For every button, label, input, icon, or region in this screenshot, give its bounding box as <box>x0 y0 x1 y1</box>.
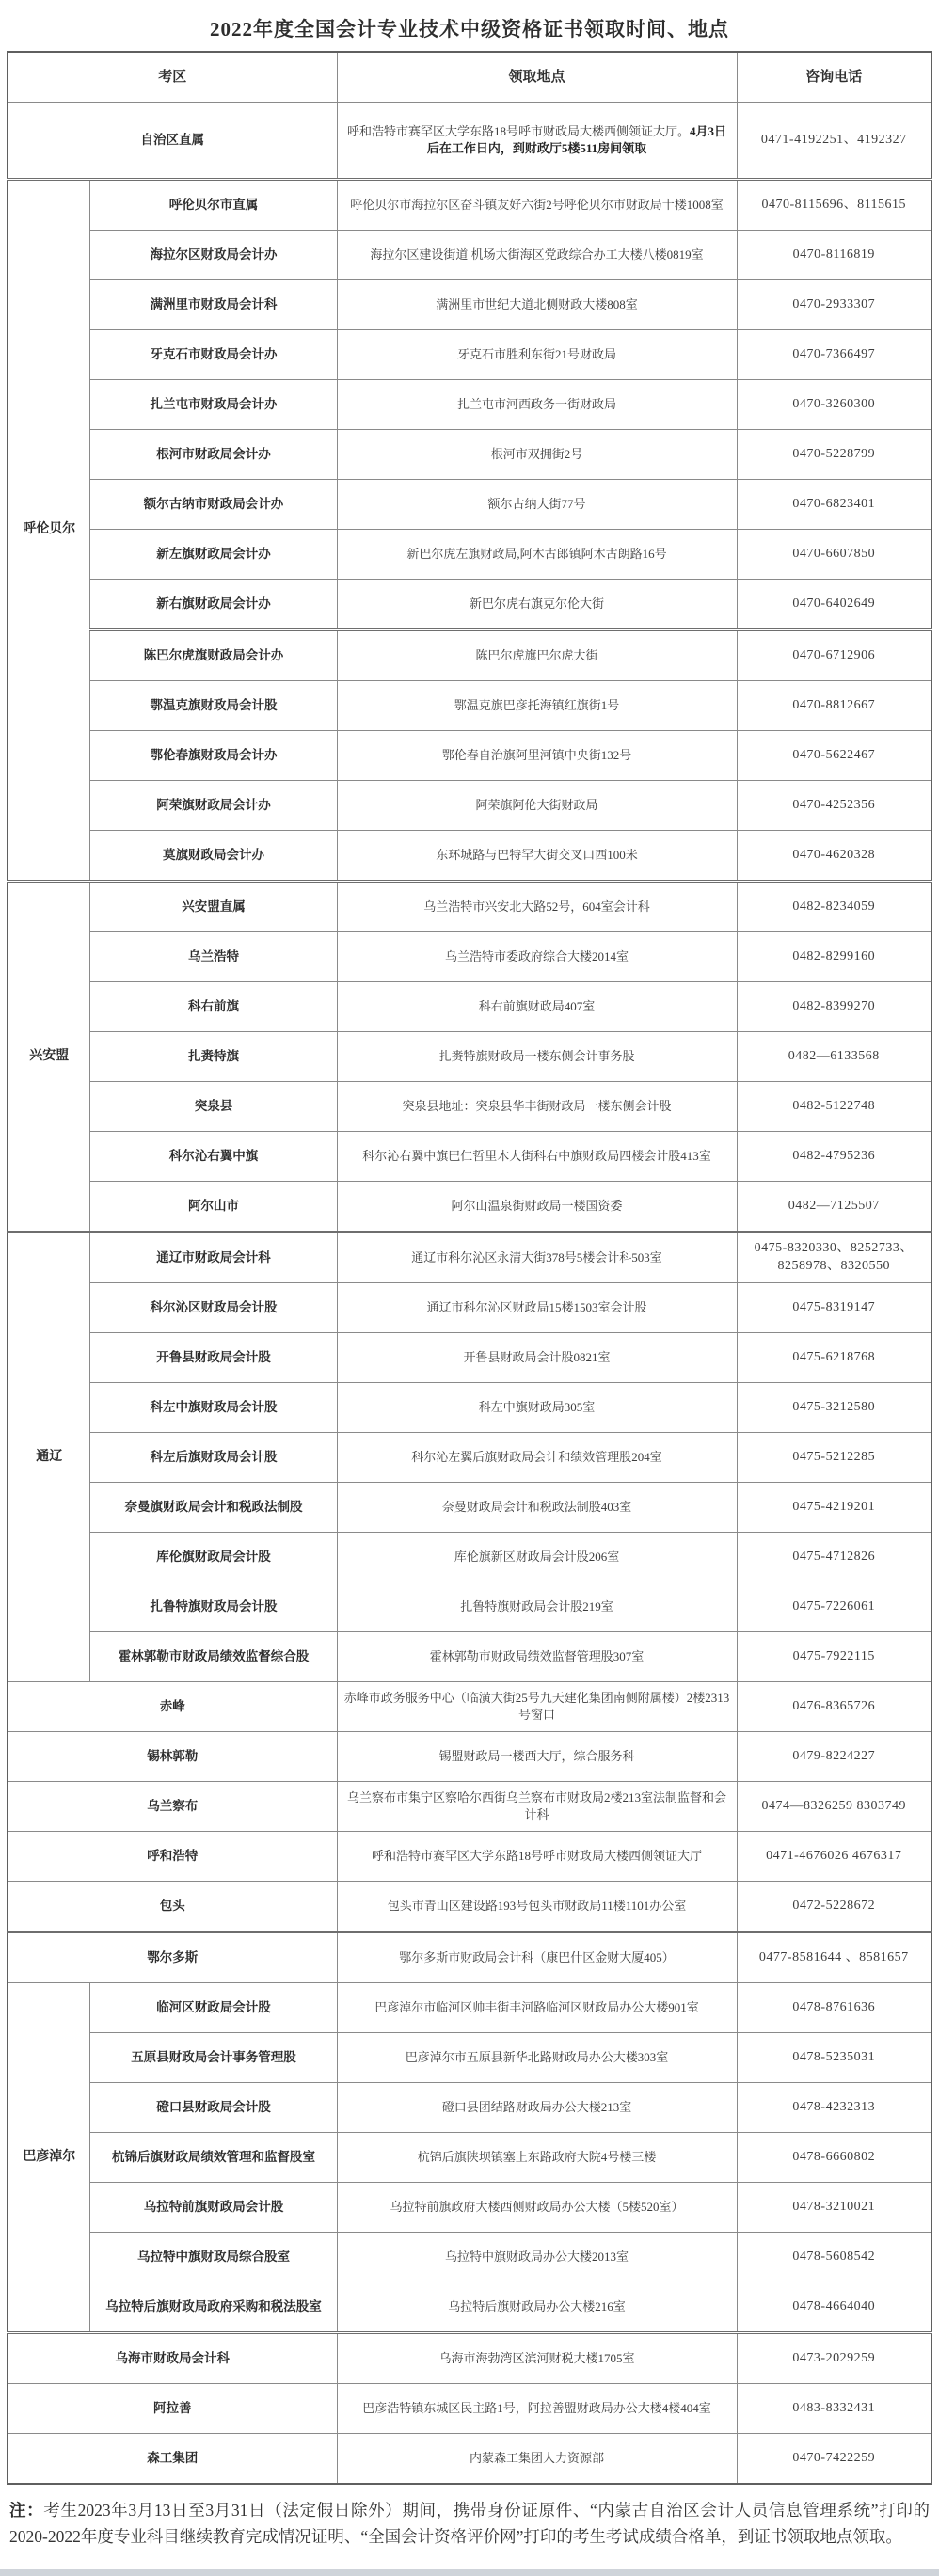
phone-number-cell: 0470-6402649 <box>737 580 931 630</box>
phone-number-cell: 0475-4219201 <box>737 1483 931 1533</box>
pickup-address-cell <box>337 1632 737 1682</box>
phone-number-cell: 0482-8299160 <box>737 932 931 982</box>
phone-number-cell: 0470-6712906 <box>737 630 931 681</box>
pickup-address-cell <box>337 2033 737 2083</box>
phone-number-cell: 0471-4676026 4676317 <box>737 1832 931 1882</box>
phone-number-cell: 0476-8365726 <box>737 1682 931 1732</box>
phone-number-cell: 0475-4712826 <box>737 1533 931 1582</box>
table-row <box>8 1182 931 1232</box>
pickup-address-cell <box>337 1232 737 1283</box>
exam-area-cell: 科左中旗财政局会计股 <box>90 1383 337 1433</box>
phone-number-cell: 0482-8399270 <box>737 982 931 1032</box>
phone-number-cell: 0470-7366497 <box>737 330 931 380</box>
phone-number-cell: 0482—7125507 <box>737 1182 931 1232</box>
exam-area-cell: 海拉尔区财政局会计办 <box>90 231 337 280</box>
pickup-address-text: 阿荣旗阿伦大街财政局 <box>475 798 598 813</box>
table-row <box>8 1682 931 1732</box>
phone-number-cell: 0475-7226061 <box>737 1582 931 1632</box>
exam-area-cell: 乌拉特中旗财政局综合股室 <box>90 2233 337 2282</box>
pickup-address-text: 科右前旗财政局407室 <box>478 999 596 1014</box>
pickup-address-cell <box>337 1582 737 1632</box>
phone-number-cell: 0475-5212285 <box>737 1433 931 1483</box>
pickup-address-text: 内蒙森工集团人力资源部 <box>469 2451 604 2466</box>
pickup-address-text: 磴口县团结路财政局办公大楼213室 <box>441 2100 632 2115</box>
pickup-address-text: 乌兰浩特市委政府综合大楼2014室 <box>444 949 629 964</box>
pickup-address-text: 东环城路与巴特罕大街交叉口西100米 <box>436 848 638 863</box>
phone-number-cell: 0470-5622467 <box>737 731 931 781</box>
exam-area-cell: 莫旗财政局会计办 <box>90 831 337 882</box>
exam-area-cell: 杭锦后旗财政局绩效管理和监督股室 <box>90 2133 337 2183</box>
pickup-address-cell <box>337 1283 737 1333</box>
pickup-address-bold-text: 4月3日后在工作日内，到财政厅5楼511房间领取 <box>426 124 727 155</box>
exam-area-cell: 阿尔山市 <box>90 1182 337 1232</box>
pickup-address-cell <box>337 1132 737 1182</box>
table-row <box>8 380 931 430</box>
exam-area-cell: 扎鲁特旗财政局会计股 <box>90 1582 337 1632</box>
exam-area-cell: 库伦旗财政局会计股 <box>90 1533 337 1582</box>
pickup-address-cell <box>337 2333 737 2384</box>
table-row <box>8 781 931 831</box>
table-row <box>8 480 931 530</box>
phone-number-cell: 0482-8234059 <box>737 882 931 932</box>
exam-area-cell: 陈巴尔虎旗财政局会计办 <box>90 630 337 681</box>
exam-area-cell: 乌兰察布 <box>8 1782 337 1832</box>
exam-area-cell: 牙克石市财政局会计办 <box>90 330 337 380</box>
certificate-table-body <box>8 103 931 2485</box>
phone-number-cell: 0482-5122748 <box>737 1082 931 1132</box>
phone-number-cell: 0478-4664040 <box>737 2282 931 2333</box>
pickup-address-cell <box>337 1983 737 2033</box>
phone-number-cell: 0470-4620328 <box>737 831 931 882</box>
pickup-address-text: 鄂尔多斯市财政局会计科（康巴什区金财大厦405） <box>399 1950 675 1965</box>
exam-area-group-cell: 兴安盟 <box>8 882 90 1232</box>
footer-note <box>9 2497 930 2551</box>
table-row <box>8 1132 931 1182</box>
table-row <box>8 1732 931 1782</box>
phone-number-cell: 0475-7922115 <box>737 1632 931 1682</box>
pickup-address-text: 通辽市科尔沁区财政局15楼1503室会计股 <box>426 1300 647 1315</box>
table-row <box>8 2333 931 2384</box>
exam-area-cell: 开鲁县财政局会计股 <box>90 1333 337 1383</box>
pickup-address-text: 巴彦淖尔市临河区帅丰街丰河路临河区财政局办公大楼901室 <box>374 2000 699 2015</box>
pickup-address-cell <box>337 530 737 580</box>
pickup-address-text: 锡盟财政局一楼西大厅，综合服务科 <box>438 1749 635 1764</box>
pickup-address-text: 乌海市海勃湾区滨河财税大楼1705室 <box>438 2351 635 2366</box>
pickup-address-text: 乌兰浩特市兴安北大路52号，604室会计科 <box>423 899 650 914</box>
table-row <box>8 1632 931 1682</box>
exam-area-cell: 科尔沁区财政局会计股 <box>90 1283 337 1333</box>
phone-number-cell: 0470-6607850 <box>737 530 931 580</box>
table-row <box>8 1232 931 1283</box>
pickup-address-text: 扎赉特旗财政局一楼东侧会计事务股 <box>438 1049 635 1064</box>
table-row <box>8 2183 931 2233</box>
exam-area-cell: 赤峰 <box>8 1682 337 1732</box>
table-row <box>8 530 931 580</box>
table-row <box>8 731 931 781</box>
exam-area-cell: 科左后旗财政局会计股 <box>90 1433 337 1483</box>
pickup-address-cell <box>337 2133 737 2183</box>
pickup-address-text: 杭锦后旗陕坝镇塞上东路政府大院4号楼三楼 <box>417 2150 657 2165</box>
table-row <box>8 882 931 932</box>
pickup-address-text: 霍林郭勒市财政局绩效监督管理股307室 <box>429 1649 645 1664</box>
phone-number-cell: 0478-3210021 <box>737 2183 931 2233</box>
table-row <box>8 932 931 982</box>
table-row <box>8 103 931 180</box>
table-row <box>8 1032 931 1082</box>
pickup-address-text: 包头市青山区建设路193号包头市财政局11楼1101办公室 <box>387 1899 687 1914</box>
table-header-row <box>8 52 931 103</box>
table-row <box>8 1533 931 1582</box>
footer-note-label: 注： <box>9 2501 44 2520</box>
pickup-address-cell <box>337 1383 737 1433</box>
pickup-address-cell <box>337 1682 737 1732</box>
phone-number-cell: 0478-8761636 <box>737 1983 931 2033</box>
pickup-address-text: 乌拉特前旗政府大楼西侧财政局办公大楼（5楼520室） <box>390 2200 684 2215</box>
exam-area-cell: 扎兰屯市财政局会计办 <box>90 380 337 430</box>
table-row <box>8 580 931 630</box>
pickup-address-text: 海拉尔区建设街道 机场大街海区党政综合办工大楼八楼0819室 <box>370 247 704 262</box>
exam-area-cell: 鄂尔多斯 <box>8 1932 337 1983</box>
pickup-address-text: 科左中旗财政局305室 <box>478 1400 596 1415</box>
phone-number-cell: 0473-2029259 <box>737 2333 931 2384</box>
pickup-address-cell <box>337 103 737 180</box>
pickup-address-text: 乌拉特后旗财政局办公大楼216室 <box>448 2299 626 2314</box>
table-row <box>8 2083 931 2133</box>
exam-area-cell: 通辽市财政局会计科 <box>90 1232 337 1283</box>
exam-area-group-cell: 呼伦贝尔 <box>8 180 90 882</box>
pickup-address-cell <box>337 580 737 630</box>
table-row <box>8 831 931 882</box>
pickup-address-text: 额尔古纳大街77号 <box>487 497 586 512</box>
exam-area-cell: 奈曼旗财政局会计和税政法制股 <box>90 1483 337 1533</box>
exam-area-cell: 兴安盟直属 <box>90 882 337 932</box>
exam-area-cell: 乌兰浩特 <box>90 932 337 982</box>
exam-area-cell: 科尔沁右翼中旗 <box>90 1132 337 1182</box>
pickup-address-cell <box>337 932 737 982</box>
phone-number-cell: 0470-4252356 <box>737 781 931 831</box>
phone-number-cell: 0471-4192251、4192327 <box>737 103 931 180</box>
table-row <box>8 330 931 380</box>
pickup-address-text: 通辽市科尔沁区永清大街378号5楼会计科503室 <box>411 1250 662 1265</box>
exam-area-cell: 霍林郭勒市财政局绩效监督综合股 <box>90 1632 337 1682</box>
pickup-address-cell <box>337 731 737 781</box>
pickup-address-cell <box>337 430 737 480</box>
phone-number-cell: 0482-4795236 <box>737 1132 931 1182</box>
table-row <box>8 1082 931 1132</box>
exam-area-cell: 五原县财政局会计事务管理股 <box>90 2033 337 2083</box>
table-row <box>8 2282 931 2333</box>
exam-area-cell: 阿拉善 <box>8 2384 337 2434</box>
phone-number-cell: 0475-8320330、8252733、8258978、8320550 <box>737 1232 931 1283</box>
table-row <box>8 1383 931 1433</box>
pickup-address-text: 奈曼财政局会计和税政法制股403室 <box>441 1500 632 1515</box>
certificate-pickup-table <box>7 51 932 2485</box>
exam-area-cell: 呼和浩特 <box>8 1832 337 1882</box>
table-row <box>8 2233 931 2282</box>
table-row <box>8 630 931 681</box>
pickup-address-text: 开鲁县财政局会计股0821室 <box>463 1350 611 1365</box>
exam-area-cell: 额尔古纳市财政局会计办 <box>90 480 337 530</box>
pickup-address-text: 牙克石市胜利东街21号财政局 <box>456 347 616 362</box>
pickup-address-cell <box>337 1882 737 1932</box>
pickup-address-text: 乌兰察布市集宁区察哈尔西街乌兰察布市财政局2楼213室法制监督和会计科 <box>346 1790 726 1821</box>
table-row <box>8 1483 931 1533</box>
pickup-address-cell <box>337 630 737 681</box>
pickup-address-text: 巴彦浩特镇东城区民主路1号，阿拉善盟财政局办公大楼4楼404室 <box>362 2401 711 2416</box>
phone-number-cell: 0470-8115696、8115615 <box>737 180 931 231</box>
header-phone: 咨询电话 <box>737 52 931 103</box>
exam-area-cell: 乌拉特后旗财政局政府采购和税法股室 <box>90 2282 337 2333</box>
pickup-address-cell <box>337 1182 737 1232</box>
pickup-address-cell <box>337 2233 737 2282</box>
phone-number-cell: 0477-8581644 、8581657 <box>737 1932 931 1983</box>
pickup-address-text: 呼和浩特市赛罕区大学东路18号呼市财政局大楼西侧领证大厅 <box>371 1849 702 1864</box>
table-row <box>8 1582 931 1632</box>
pickup-address-cell <box>337 280 737 330</box>
phone-number-cell: 0475-8319147 <box>737 1283 931 1333</box>
pickup-address-text: 呼和浩特市赛罕区大学东路18号呼市财政局大楼西侧领证大厅。 <box>346 124 690 139</box>
table-row <box>8 681 931 731</box>
phone-number-cell: 0478-5608542 <box>737 2233 931 2282</box>
pickup-address-text: 满洲里市世纪大道北侧财政大楼808室 <box>436 297 638 312</box>
pickup-address-text: 巴彦淖尔市五原县新华北路财政局办公大楼303室 <box>405 2050 669 2065</box>
table-row <box>8 1983 931 2033</box>
pickup-address-cell <box>337 982 737 1032</box>
pickup-address-cell <box>337 781 737 831</box>
table-row <box>8 1832 931 1882</box>
table-row <box>8 1782 931 1832</box>
pickup-address-cell <box>337 330 737 380</box>
pickup-address-cell <box>337 231 737 280</box>
pickup-address-cell <box>337 1732 737 1782</box>
exam-area-cell: 新左旗财政局会计办 <box>90 530 337 580</box>
exam-area-cell: 扎赉特旗 <box>90 1032 337 1082</box>
table-row <box>8 1882 931 1932</box>
page-title: 2022年度全国会计专业技术中级资格证书领取时间、地点 <box>210 18 729 40</box>
exam-area-group-cell: 巴彦淖尔 <box>8 1983 90 2333</box>
pickup-address-text: 乌拉特中旗财政局办公大楼2013室 <box>444 2250 629 2265</box>
exam-area-cell: 包头 <box>8 1882 337 1932</box>
pickup-address-text: 陈巴尔虎旗巴尔虎大街 <box>475 648 598 663</box>
table-row <box>8 280 931 330</box>
pickup-address-text: 赤峰市政务服务中心（临潢大街25号九天建化集团南侧附属楼）2楼2313号窗口 <box>343 1691 730 1722</box>
phone-number-cell: 0479-8224227 <box>737 1732 931 1782</box>
pickup-address-cell <box>337 1433 737 1483</box>
phone-number-cell: 0470-3260300 <box>737 380 931 430</box>
phone-number-cell: 0474—8326259 8303749 <box>737 1782 931 1832</box>
pickup-address-cell <box>337 1932 737 1983</box>
pickup-address-cell <box>337 1333 737 1383</box>
pickup-address-text: 鄂伦春自治旗阿里河镇中央街132号 <box>441 748 632 763</box>
table-row <box>8 2133 931 2183</box>
table-row <box>8 180 931 231</box>
pickup-address-cell <box>337 2083 737 2133</box>
table-row <box>8 982 931 1032</box>
pickup-address-cell <box>337 681 737 731</box>
exam-area-cell: 自治区直属 <box>8 103 337 180</box>
pickup-address-cell <box>337 180 737 231</box>
table-row <box>8 1433 931 1483</box>
pickup-address-text: 根河市双拥街2号 <box>490 447 583 462</box>
exam-area-cell: 阿荣旗财政局会计办 <box>90 781 337 831</box>
pickup-address-cell <box>337 2434 737 2485</box>
pickup-address-cell <box>337 1483 737 1533</box>
phone-number-cell: 0470-2933307 <box>737 280 931 330</box>
table-row <box>8 1932 931 1983</box>
exam-area-cell: 磴口县财政局会计股 <box>90 2083 337 2133</box>
pickup-address-cell <box>337 1782 737 1832</box>
header-exam-area: 考区 <box>8 52 337 103</box>
pickup-address-text: 阿尔山温泉街财政局一楼国资委 <box>451 1199 623 1214</box>
phone-number-cell: 0470-5228799 <box>737 430 931 480</box>
exam-area-cell: 鄂伦春旗财政局会计办 <box>90 731 337 781</box>
table-row <box>8 2434 931 2485</box>
pickup-address-cell <box>337 1832 737 1882</box>
exam-area-cell: 乌拉特前旗财政局会计股 <box>90 2183 337 2233</box>
exam-area-cell: 呼伦贝尔市直属 <box>90 180 337 231</box>
phone-number-cell: 0475-3212580 <box>737 1383 931 1433</box>
pickup-address-cell <box>337 1032 737 1082</box>
phone-number-cell: 0478-6660802 <box>737 2133 931 2183</box>
pickup-address-cell <box>337 1533 737 1582</box>
footer-note-text: 考生2023年3月13日至3月31日（法定假日除外）期间，携带身份证原件、“内蒙古自治区会计人员信息管理系统”打印的2020-2022年度专业科目继续教育完成情况证明、“全国会计资格评价网”打印的考生考试成绩合格单，到证书领取地点领取。 <box>9 2501 931 2547</box>
phone-number-cell: 0482—6133568 <box>737 1032 931 1082</box>
pickup-address-text: 呼伦贝尔市海拉尔区奋斗镇友好六街2号呼伦贝尔市财政局十楼1008室 <box>350 198 724 213</box>
pickup-address-text: 新巴尔虎右旗克尔伦大街 <box>469 596 604 612</box>
pickup-address-cell <box>337 1082 737 1132</box>
exam-area-cell: 鄂温克旗财政局会计股 <box>90 681 337 731</box>
exam-area-cell: 突泉县 <box>90 1082 337 1132</box>
phone-number-cell: 0470-8116819 <box>737 231 931 280</box>
table-row <box>8 231 931 280</box>
pickup-address-text: 突泉县地址：突泉县华丰街财政局一楼东侧会计股 <box>402 1099 672 1114</box>
exam-area-cell: 森工集团 <box>8 2434 337 2485</box>
exam-area-cell: 根河市财政局会计办 <box>90 430 337 480</box>
pickup-address-text: 科尔沁左翼后旗财政局会计和绩效管理股204室 <box>411 1450 662 1465</box>
table-row <box>8 2384 931 2434</box>
page-bottom-strip <box>0 2569 939 2576</box>
phone-number-cell: 0470-8812667 <box>737 681 931 731</box>
phone-number-cell: 0478-5235031 <box>737 2033 931 2083</box>
exam-area-cell: 满洲里市财政局会计科 <box>90 280 337 330</box>
phone-number-cell: 0470-6823401 <box>737 480 931 530</box>
header-pickup-location: 领取地点 <box>337 52 737 103</box>
pickup-address-cell <box>337 480 737 530</box>
exam-area-cell: 科右前旗 <box>90 982 337 1032</box>
pickup-address-text: 鄂温克旗巴彦托海镇红旗街1号 <box>454 698 620 713</box>
pickup-address-cell <box>337 2183 737 2233</box>
phone-number-cell: 0470-7422259 <box>737 2434 931 2485</box>
exam-area-group-cell: 通辽 <box>8 1232 90 1682</box>
pickup-address-cell <box>337 831 737 882</box>
exam-area-cell: 新右旗财政局会计办 <box>90 580 337 630</box>
pickup-address-cell <box>337 380 737 430</box>
phone-number-cell: 0475-6218768 <box>737 1333 931 1383</box>
exam-area-cell: 临河区财政局会计股 <box>90 1983 337 2033</box>
table-row <box>8 430 931 480</box>
pickup-address-text: 库伦旗新区财政局会计股206室 <box>454 1550 620 1565</box>
exam-area-cell: 乌海市财政局会计科 <box>8 2333 337 2384</box>
phone-number-cell: 0478-4232313 <box>737 2083 931 2133</box>
phone-number-cell: 0472-5228672 <box>737 1882 931 1932</box>
pickup-address-text: 科尔沁右翼中旗巴仁哲里木大街科右中旗财政局四楼会计股413室 <box>362 1149 711 1164</box>
table-row <box>8 1333 931 1383</box>
pickup-address-text: 扎兰屯市河西政务一街财政局 <box>456 397 616 412</box>
pickup-address-cell <box>337 2282 737 2333</box>
phone-number-cell: 0483-8332431 <box>737 2384 931 2434</box>
pickup-address-text: 新巴尔虎左旗财政局,阿木古郎镇阿木古朗路16号 <box>406 547 667 562</box>
pickup-address-cell <box>337 882 737 932</box>
table-row <box>8 1283 931 1333</box>
table-row <box>8 2033 931 2083</box>
pickup-address-cell <box>337 2384 737 2434</box>
pickup-address-text: 扎鲁特旗财政局会计股219室 <box>460 1599 613 1614</box>
exam-area-cell: 锡林郭勒 <box>8 1732 337 1782</box>
